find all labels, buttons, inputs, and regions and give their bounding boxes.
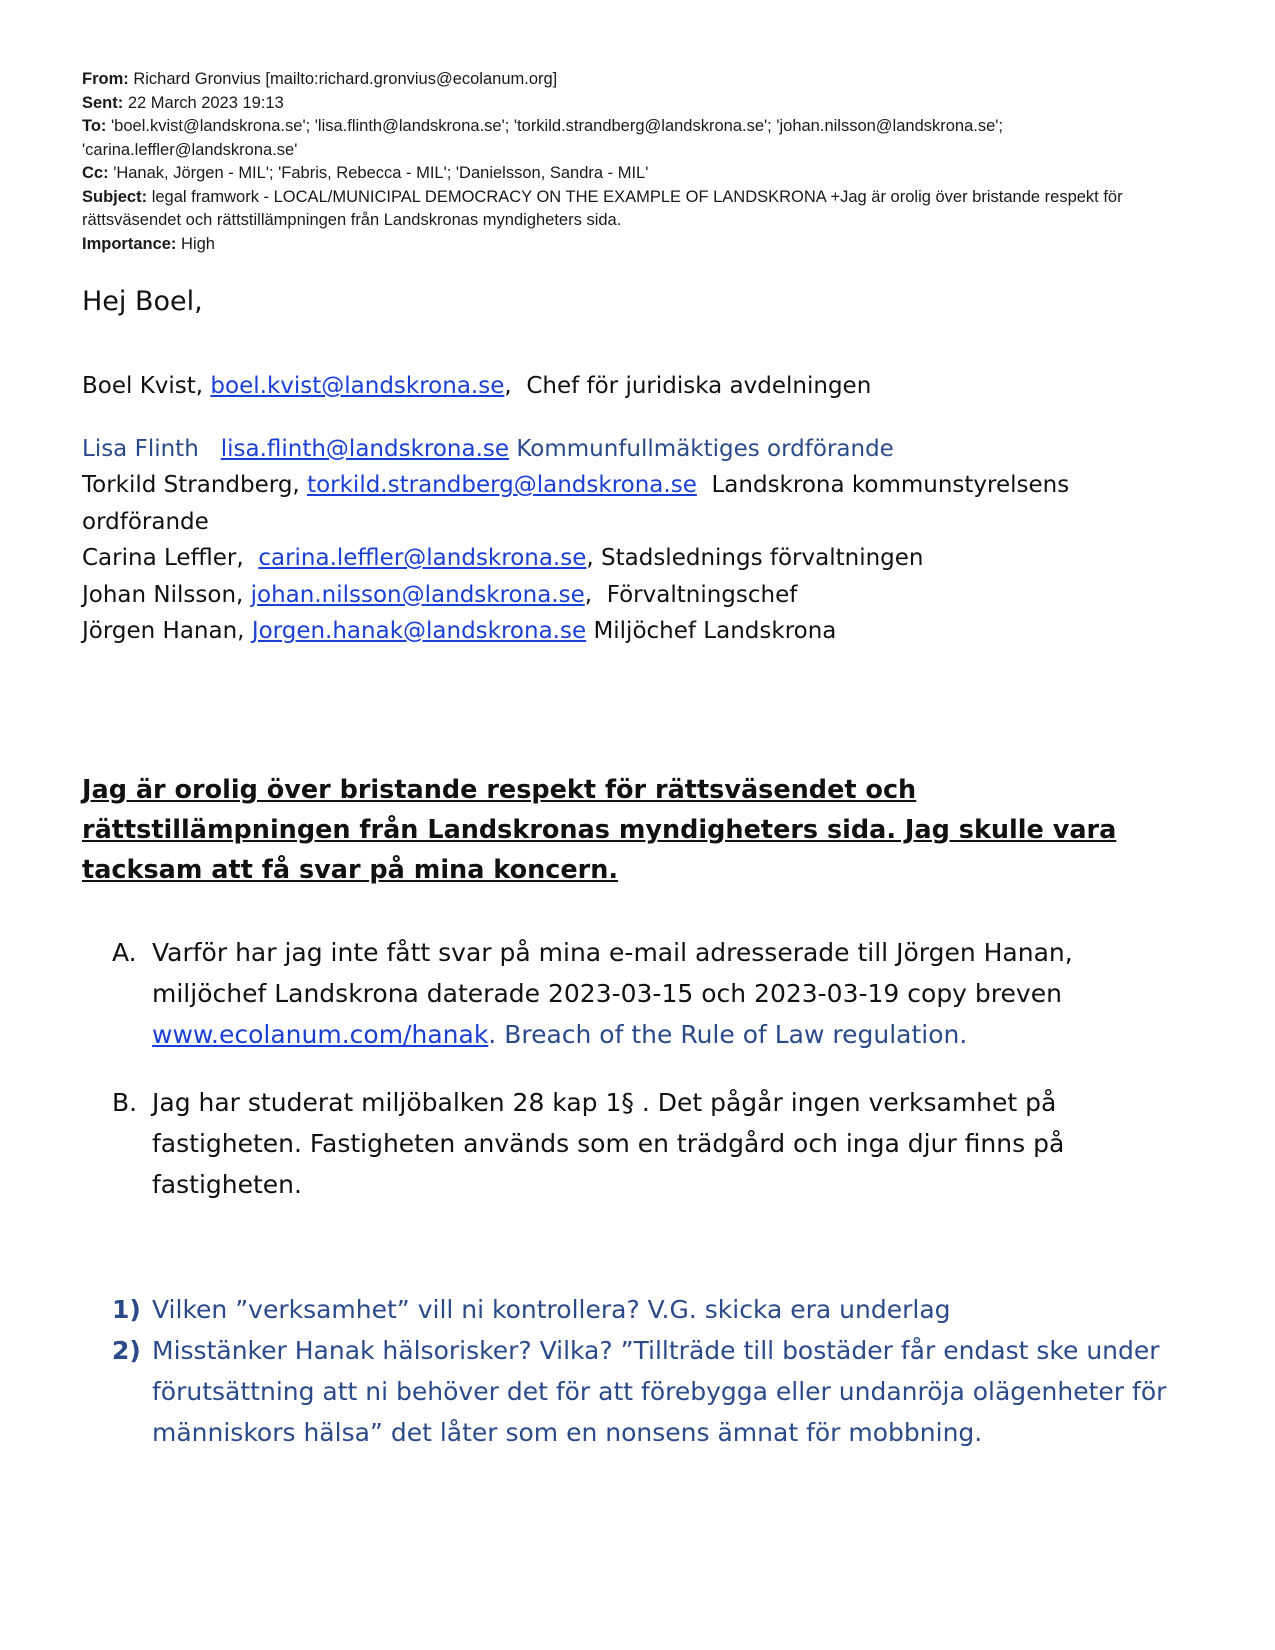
cc-value: 'Hanak, Jörgen - MIL'; 'Fabris, Rebecca - MIL'; 'Danielsson, Sandra - MIL' <box>113 164 649 182</box>
contact-list <box>82 368 1192 650</box>
email-link-johan[interactable]: johan.nilsson@landskrona.se <box>250 581 585 608</box>
email-link-jorgen[interactable]: Jorgen.hanak@landskrona.se <box>251 618 587 644</box>
contact-title: , Stadslednings förvaltningen <box>586 545 924 571</box>
list-item-text: Varför har jag inte fått svar på mina e-mail adresserade till Jörgen Hanan, miljöchef Landskrona daterade 2023-03-15 och 2023-03-19 copy breven <box>152 938 1073 1008</box>
rule-of-law-text: . Breach of the Rule of Law regulation. <box>488 1020 968 1049</box>
email-link-torkild[interactable]: torkild.strandberg@landskrona.se <box>307 472 697 498</box>
contact-name: Boel Kvist, <box>82 373 204 399</box>
contact-name: Jörgen Hanan, <box>82 618 245 644</box>
list-item-a <box>112 932 1192 1055</box>
list-item-b <box>112 1082 1192 1205</box>
greeting: Hej Boel, <box>82 286 203 317</box>
to-value: 'boel.kvist@landskrona.se'; 'lisa.flinth@landskrona.se'; 'torkild.strandberg@landskrona.se'; 'johan.nilsson@landskrona.se'; 'carina.leffler@landskrona.se' <box>82 117 1004 159</box>
to-row <box>82 115 1182 162</box>
sent-row <box>82 92 1182 116</box>
contact-sep: , <box>584 581 593 608</box>
list-item-text: Jag har studerat miljöbalken 28 kap 1§ . Det pågår ingen verksamhet på fastigheten. Fastigheten används som en trädgård och inga djur finns på fastigheten. <box>152 1088 1065 1199</box>
subject-value: legal framwork - LOCAL/MUNICIPAL DEMOCRACY ON THE EXAMPLE OF LANDSKRONA +Jag är orolig över bristande respekt för rättsväsendet och rättstillämpningen från Landskronas myndigheters sida. <box>82 187 1123 229</box>
email-header <box>82 68 1182 256</box>
question-text: Vilken ”verksamhet” vill ni kontrollera? V.G. skicka era underlag <box>152 1295 951 1324</box>
contact-name: Johan Nilsson, <box>82 581 244 608</box>
question-marker: 2) <box>112 1336 141 1365</box>
contact-title: Förvaltningschef <box>606 581 798 608</box>
from-label: From: <box>82 70 129 88</box>
contact-name: Carina Leffler, <box>82 545 244 571</box>
from-value: Richard Gronvius [mailto:richard.gronvius@ecolanum.org] <box>133 70 558 88</box>
list-marker: B. <box>112 1088 138 1117</box>
contact-title: Chef för juridiska avdelningen <box>526 373 872 399</box>
contact-lisa <box>82 431 1192 468</box>
question-text: Misstänker Hanak hälsorisker? Vilka? ”Tillträde till bostäder får endast ske under förutsättning att ni behöver det för att förebygga eller undanröja olägenheter för människors hälsa” det låter som en nonsens ämnat för mobbning. <box>152 1336 1167 1447</box>
contact-title: Kommunfullmäktiges ordförande <box>516 435 894 462</box>
to-label: To: <box>82 117 107 135</box>
question-2 <box>112 1330 1192 1453</box>
question-1 <box>112 1289 1192 1330</box>
contact-boel <box>82 368 1192 405</box>
contact-johan <box>82 577 1192 614</box>
importance-label: Importance: <box>82 234 177 253</box>
cc-row <box>82 162 1182 186</box>
numbered-questions <box>112 1289 1192 1453</box>
contact-name: Torkild Strandberg, <box>82 472 300 498</box>
sent-label: Sent: <box>82 93 124 112</box>
importance-value: High <box>181 234 215 253</box>
contact-title: Miljöchef Landskrona <box>593 618 837 644</box>
cc-label: Cc: <box>82 164 109 182</box>
question-marker: 1) <box>112 1295 141 1324</box>
lettered-list <box>112 932 1192 1205</box>
list-marker: A. <box>112 938 137 967</box>
ecolanum-link[interactable]: www.ecolanum.com/hanak <box>152 1020 489 1049</box>
contact-name: Lisa Flinth <box>82 435 199 462</box>
contact-jorgen <box>82 613 1192 650</box>
contact-torkild <box>82 467 1192 540</box>
email-link-lisa[interactable]: lisa.flinth@landskrona.se <box>220 435 510 462</box>
sent-value: 22 March 2023 19:13 <box>127 93 284 112</box>
email-link-boel[interactable]: boel.kvist@landskrona.se <box>210 373 505 399</box>
contact-title: Landskrona kommunstyrelsens ordförande <box>82 472 1070 535</box>
subject-label: Subject: <box>82 187 148 206</box>
subject-row <box>82 186 1182 233</box>
importance-row <box>82 233 1182 257</box>
contact-carina <box>82 540 1192 577</box>
email-link-carina[interactable]: carina.leffler@landskrona.se <box>258 545 587 571</box>
concern-heading: Jag är orolig över bristande respekt för rättsväsendet och rättstillämpningen från Landskronas myndigheters sida. Jag skulle vara tacksam att få svar på mina koncern. <box>82 775 1117 885</box>
from-row <box>82 68 1182 92</box>
contact-sep: , <box>504 373 512 399</box>
